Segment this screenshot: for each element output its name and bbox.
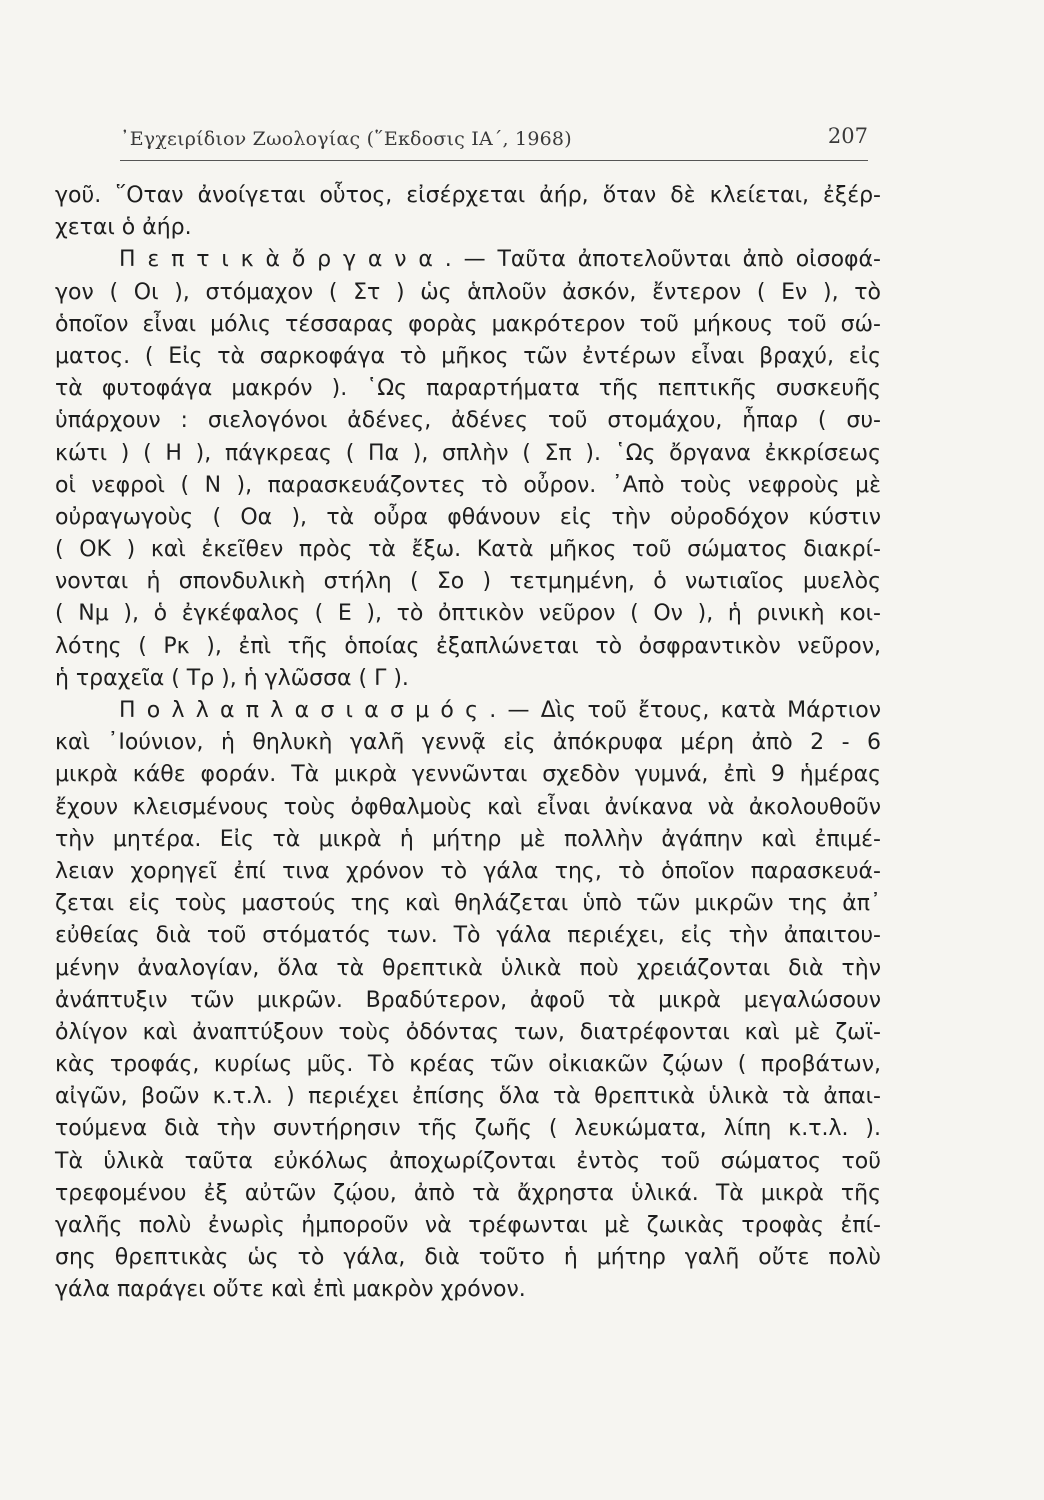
text-line: ( ΟΚ ) καὶ ἐκεῖθεν πρὸς τὰ ἔξω. Κατὰ μῆκος τοῦ σώματος διακρί-	[55, 537, 881, 563]
text-line: αἰγῶν, βοῶν κ.τ.λ. ) περιέχει ἐπίσης ὅλα τὰ θρεπτικὰ ὑλικὰ τὰ ἀπαι-	[55, 1084, 881, 1110]
text-line: Τὰ ὑλικὰ ταῦτα εὐκόλως ἀποχωρίζονται ἐντὸς τοῦ σώματος τοῦ	[55, 1148, 881, 1174]
text-line: εὐθείας διὰ τοῦ στόματός των. Τὸ γάλα περιέχει, εἰς τὴν ἀπαιτου-	[55, 923, 881, 949]
text-line: ἀνάπτυξιν τῶν μικρῶν. Βραδύτερον, ἀφοῦ τὰ μικρὰ μεγαλώσουν	[55, 987, 881, 1013]
running-title: ᾿Εγχειρίδιον Ζωολογίας (῞Εκδοσις ΙΑ΄, 1968)	[120, 128, 572, 150]
text-line: καὶ ᾿Ιούνιον, ἡ θηλυκὴ γαλῆ γεννᾷ εἰς ἀπόκρυφα μέρη ἀπὸ 2 - 6	[55, 730, 881, 756]
text-line: οἱ νεφροὶ ( Ν ), παρασκευάζοντες τὸ οὖρον. ᾿Απὸ τοὺς νεφροὺς μὲ	[55, 472, 881, 498]
section-heading-line: Π ε π τ ι κ ὰ ὄ ρ γ α ν α . — Ταῦτα ἀποτελοῦνται ἀπὸ οἰσοφά-	[119, 247, 881, 273]
text-line: ἔχουν κλεισμένους τοὺς ὀφθαλμοὺς καὶ εἶναι ἀνίκανα νὰ ἀκολουθοῦν	[55, 794, 881, 820]
text-line: γαλῆς πολὺ ἐνωρὶς ἠμποροῦν νὰ τρέφωνται μὲ ζωικὰς τροφὰς ἐπί-	[55, 1213, 881, 1238]
text-line: ματος. ( Εἰς τὰ σαρκοφάγα τὸ μῆκος τῶν ἐντέρων εἶναι βραχύ, εἰς	[55, 343, 881, 369]
text-line: οὐραγωγοὺς ( Οα ), τὰ οὖρα φθάνουν εἰς τὴν οὐροδόχον κύστιν	[55, 504, 881, 530]
text-line: γάλα παράγει οὔτε καὶ ἐπὶ μακρὸν χρόνον.	[55, 1277, 526, 1303]
text-line: ὁποῖον εἶναι μόλις τέσσαρας φορὰς μακρότερον τοῦ μήκους τοῦ σώ-	[55, 311, 881, 337]
text-line: ὑπάρχουν : σιελογόνοι ἀδένες, ἀδένες τοῦ στομάχου, ἧπαρ ( συ-	[55, 408, 881, 434]
body-text	[55, 180, 881, 1307]
text-line: ἡ τραχεῖα ( Τρ ), ἡ γλῶσσα ( Γ ).	[55, 665, 409, 691]
text-line: κὰς τροφάς, κυρίως μῦς. Τὸ κρέας τῶν οἰκιακῶν ζῴων ( προβάτων,	[55, 1052, 881, 1078]
section-heading-line: Π ο λ λ α π λ α σ ι α σ μ ό ς . — Δὶς τοῦ ἔτους, κατὰ Μάρτιον	[119, 698, 881, 723]
text-line: ( Νμ ), ὁ ἐγκέφαλος ( Ε ), τὸ ὀπτικὸν νεῦρον ( Ον ), ἡ ρινικὴ κοι-	[55, 601, 881, 627]
text-line: σης θρεπτικὰς ὡς τὸ γάλα, διὰ τοῦτο ἡ μήτηρ γαλῆ οὔτε πολὺ	[55, 1245, 881, 1271]
text-line: γον ( Οι ), στόμαχον ( Στ ) ὡς ἁπλοῦν ἀσκόν, ἔντερον ( Εν ), τὸ	[55, 279, 881, 305]
text-line: τούμενα διὰ τὴν συντήρησιν τῆς ζωῆς ( λευκώματα, λίπη κ.τ.λ. ).	[55, 1116, 881, 1142]
text-line: τὰ φυτοφάγα μακρόν ). ῾Ως παραρτήματα τῆς πεπτικῆς συσκευῆς	[55, 376, 881, 402]
text-line: μικρὰ κάθε φοράν. Τὰ μικρὰ γεννῶνται σχεδὸν γυμνά, ἐπὶ 9 ἡμέρας	[55, 762, 881, 788]
page-number: 207	[827, 124, 868, 148]
running-head	[120, 124, 868, 154]
text-line: χεται ὁ ἀήρ.	[55, 215, 192, 241]
text-line: λότης ( Ρκ ), ἐπὶ τῆς ὁποίας ἐξαπλώνεται τὸ ὀσφραντικὸν νεῦρον,	[55, 633, 881, 659]
text-line: τὴν μητέρα. Εἰς τὰ μικρὰ ἡ μήτηρ μὲ πολλὴν ἀγάπην καὶ ἐπιμέ-	[55, 826, 881, 852]
text-line: γοῦ. ῞Οταν ἀνοίγεται οὗτος, εἰσέρχεται ἀήρ, ὅταν δὲ κλείεται, ἐξέρ-	[55, 183, 881, 208]
header-rule	[120, 160, 868, 161]
text-line: κώτι ) ( Η ), πάγκρεας ( Πα ), σπλὴν ( Σπ ). ῾Ως ὄργανα ἐκκρίσεως	[55, 440, 881, 466]
text-line: μένην ἀναλογίαν, ὅλα τὰ θρεπτικὰ ὑλικὰ ποὺ χρειάζονται διὰ τὴν	[55, 955, 881, 981]
text-line: λειαν χορηγεῖ ἐπί τινα χρόνον τὸ γάλα της, τὸ ὁποῖον παρασκευά-	[55, 858, 881, 884]
text-line: νονται ἡ σπονδυλικὴ στήλη ( Σο ) τετμημένη, ὁ νωτιαῖος μυελὸς	[55, 569, 881, 595]
text-line: ὀλίγον καὶ ἀναπτύξουν τοὺς ὀδόντας των, διατρέφονται καὶ μὲ ζωϊ-	[55, 1019, 881, 1045]
text-line: τρεφομένου ἐξ αὐτῶν ζῴου, ἀπὸ τὰ ἄχρηστα ὑλικά. Τὰ μικρὰ τῆς	[55, 1180, 881, 1206]
text-line: ζεται εἰς τοὺς μαστούς της καὶ θηλάζεται ὑπὸ τῶν μικρῶν της ἀπ᾿	[55, 891, 881, 917]
